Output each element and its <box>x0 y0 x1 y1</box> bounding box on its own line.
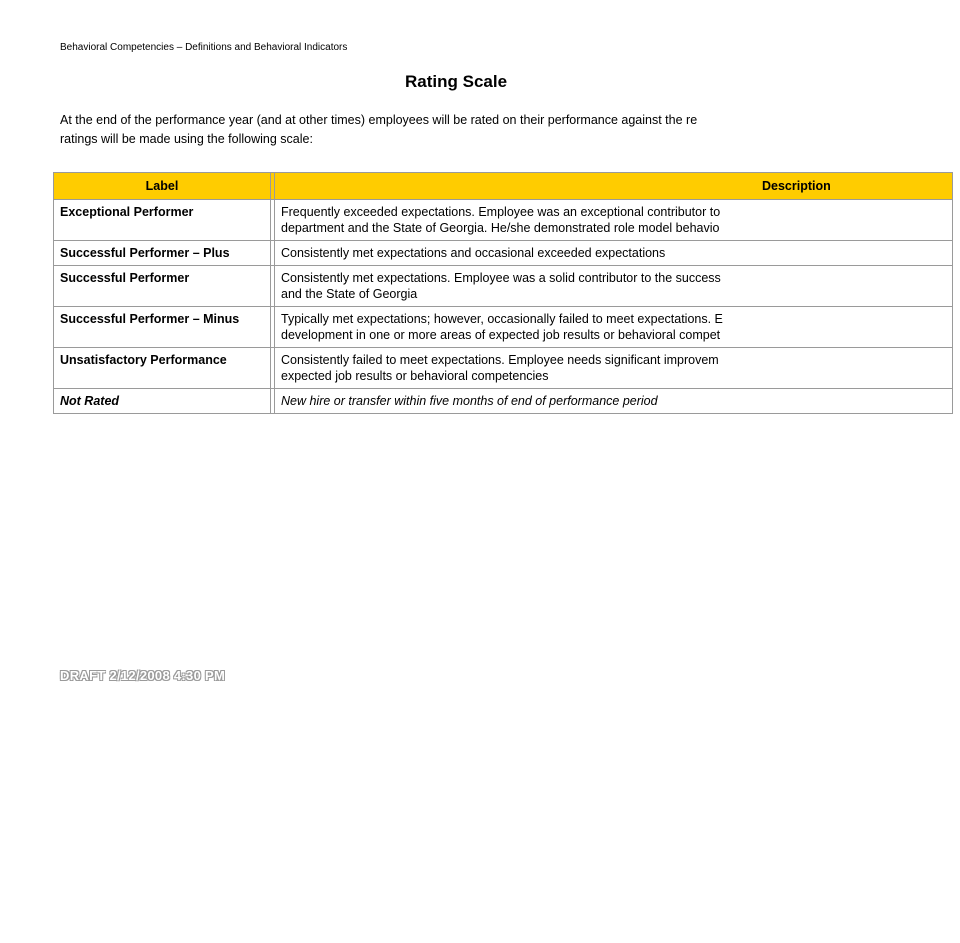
rating-description <box>275 266 953 307</box>
description-line: expected job results or behavioral competencies <box>281 369 549 383</box>
intro-paragraph <box>60 111 960 149</box>
rating-description <box>275 241 953 266</box>
description-line: Typically met expectations; however, occasionally failed to meet expectations. E <box>281 312 723 326</box>
rating-label: Unsatisfactory Performance <box>54 348 271 389</box>
rating-label: Successful Performer <box>54 266 271 307</box>
description-line: department and the State of Georgia. He/she demonstrated role model behavio <box>281 221 720 235</box>
description-line: Consistently met expectations. Employee was a solid contributor to the success <box>281 271 721 285</box>
description-line: Consistently failed to meet expectations. Employee needs significant improvem <box>281 353 719 367</box>
intro-line: At the end of the performance year (and at other times) employees will be rated on their performance against the re <box>60 113 698 127</box>
description-line: development in one or more areas of expected job results or behavioral compet <box>281 328 721 342</box>
column-header-description-text: Description <box>762 179 831 193</box>
column-header-label: Label <box>54 173 271 200</box>
description-line: New hire or transfer within five months of end of performance period <box>281 394 658 408</box>
column-header-description <box>275 173 953 200</box>
rating-label: Exceptional Performer <box>54 200 271 241</box>
table-row <box>54 389 953 414</box>
rating-scale-table <box>53 172 953 414</box>
table-row <box>54 307 953 348</box>
page-title: Rating Scale <box>405 72 508 91</box>
rating-description <box>275 348 953 389</box>
table-header-row <box>54 173 953 200</box>
table-row <box>54 348 953 389</box>
running-header: Behavioral Competencies – Definitions and Behavioral Indicators <box>60 42 348 53</box>
table-row <box>54 266 953 307</box>
rating-label: Successful Performer – Minus <box>54 307 271 348</box>
rating-label: Not Rated <box>54 389 271 414</box>
description-line: and the State of Georgia <box>281 287 418 301</box>
description-line: Consistently met expectations and occasional exceeded expectations <box>281 246 666 260</box>
rating-label: Successful Performer – Plus <box>54 241 271 266</box>
rating-description <box>275 389 953 414</box>
intro-line: ratings will be made using the following scale: <box>60 132 313 146</box>
rating-description <box>275 307 953 348</box>
table-row <box>54 241 953 266</box>
rating-description <box>275 200 953 241</box>
table-row <box>54 200 953 241</box>
description-line: Frequently exceeded expectations. Employee was an exceptional contributor to <box>281 205 721 219</box>
draft-stamp: DRAFT 2/12/2008 4:30 PM <box>60 668 226 683</box>
